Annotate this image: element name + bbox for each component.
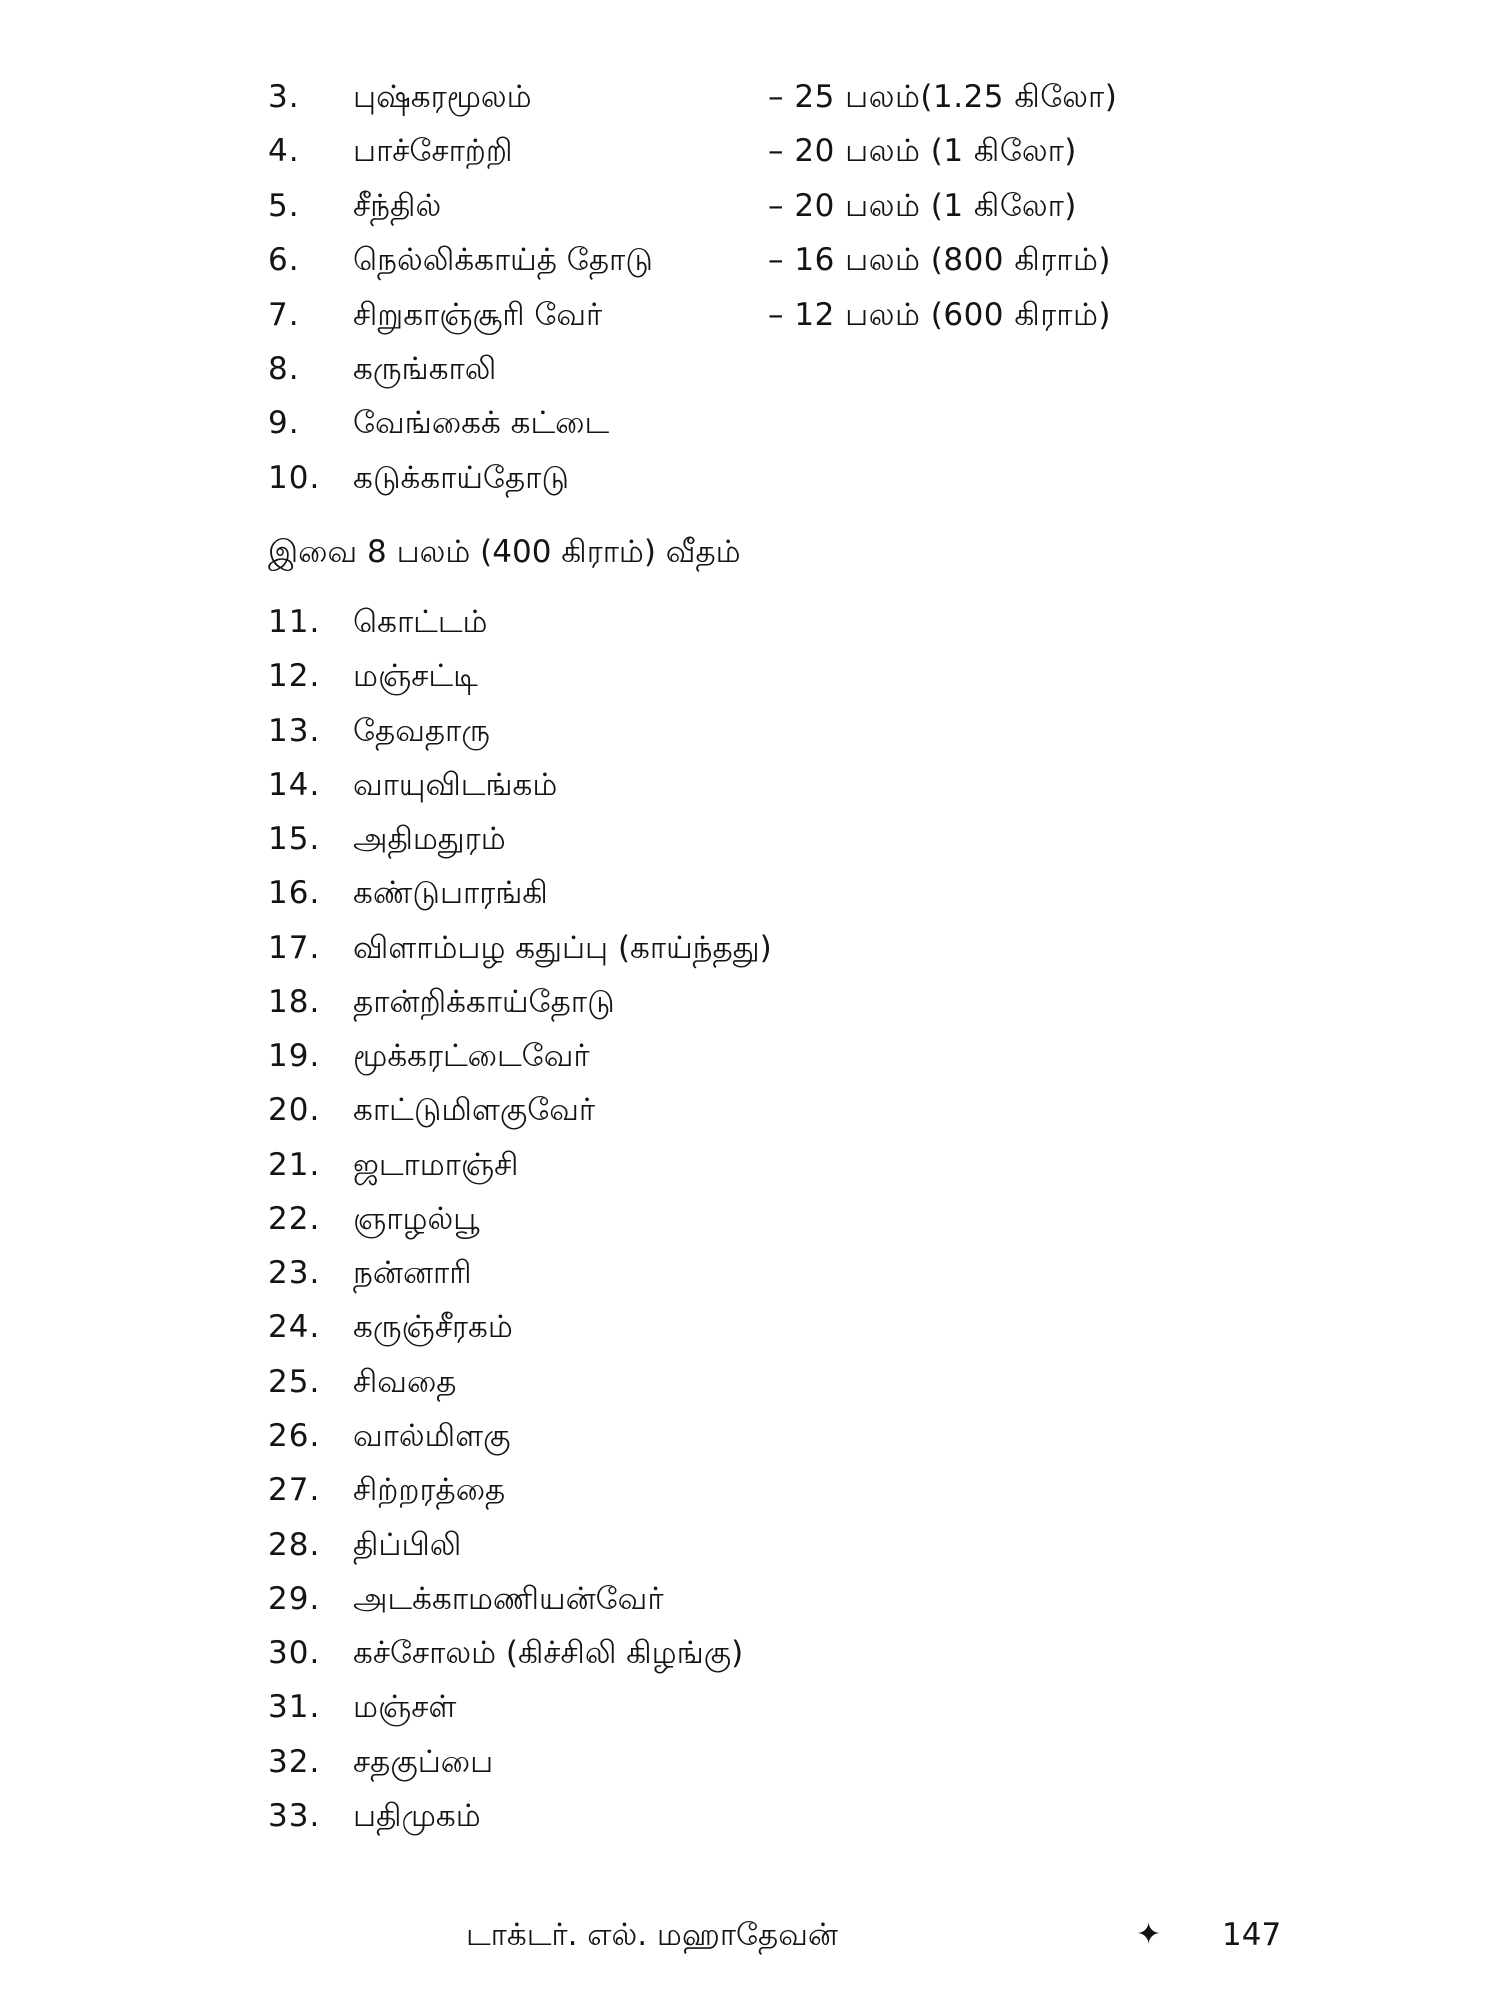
item-name: சதகுப்பை	[353, 1743, 494, 1780]
item-name: தேவதாரு	[353, 712, 490, 749]
item-number: 16.	[268, 875, 321, 912]
item-number: 29.	[268, 1580, 321, 1617]
item-name: கண்டுபாரங்கி	[353, 875, 548, 912]
item-number: 12.	[268, 658, 321, 695]
item-number: 4.	[268, 133, 300, 170]
item-name: சிற்றரத்தை	[353, 1472, 506, 1509]
item-name: கச்சோலம் (கிச்சிலி கிழங்கு)	[353, 1635, 744, 1672]
item-number: 3.	[268, 79, 300, 115]
item-name: ஜடாமாஞ்சி	[353, 1146, 519, 1183]
item-number: 26.	[268, 1417, 321, 1454]
item-number: 27.	[268, 1472, 321, 1509]
item-number: 23.	[268, 1255, 321, 1292]
item-quantity: – 12 பலம் (600 கிராம்)	[768, 296, 1112, 333]
item-number: 25.	[268, 1363, 321, 1400]
item-name: தான்றிக்காய்தோடு	[353, 983, 615, 1020]
item-name: அடக்காமணியன்வேர்	[353, 1580, 664, 1617]
item-name: மஞ்சள்	[353, 1689, 457, 1726]
item-number: 10.	[268, 459, 321, 496]
quantity-note: இவை 8 பலம் (400 கிராம்) வீதம்	[268, 534, 741, 570]
item-name: சிறுகாஞ்சூரி வேர்	[353, 296, 603, 333]
item-name: வால்மிளகு	[353, 1417, 511, 1454]
item-name: காட்டுமிளகுவேர்	[353, 1092, 596, 1129]
item-number: 22.	[268, 1200, 321, 1237]
item-number: 19.	[268, 1038, 321, 1075]
item-name: சீந்தில்	[353, 187, 442, 224]
item-number: 33.	[268, 1797, 321, 1834]
item-name: நெல்லிக்காய்த் தோடு	[353, 242, 653, 279]
item-number: 28.	[268, 1526, 321, 1563]
item-name: விளாம்பழ கதுப்பு (காய்ந்தது)	[353, 929, 772, 966]
item-name: சிவதை	[353, 1363, 457, 1400]
item-name: கருங்காலி	[353, 350, 497, 387]
item-number: 9.	[268, 405, 300, 442]
item-quantity: – 16 பலம் (800 கிராம்)	[768, 242, 1112, 279]
item-name: ஞாழல்பூ	[353, 1200, 480, 1237]
item-name: நன்னாரி	[353, 1255, 472, 1292]
item-quantity: – 20 பலம் (1 கிலோ)	[768, 133, 1077, 170]
item-name: திப்பிலி	[353, 1526, 462, 1563]
item-number: 21.	[268, 1146, 321, 1183]
item-number: 32.	[268, 1743, 321, 1780]
item-name: அதிமதுரம்	[353, 821, 506, 858]
item-name: வேங்கைக் கட்டை	[353, 405, 610, 442]
item-number: 20.	[268, 1092, 321, 1129]
item-number: 31.	[268, 1689, 321, 1726]
footer-separator-icon: ✦	[1136, 1917, 1162, 1952]
item-name: வாயுவிடங்கம்	[353, 766, 558, 803]
item-number: 8.	[268, 350, 300, 387]
item-number: 24.	[268, 1309, 321, 1346]
item-number: 17.	[268, 929, 321, 966]
item-number: 13.	[268, 712, 321, 749]
item-name: புஷ்கரமூலம்	[353, 79, 532, 115]
item-number: 15.	[268, 821, 321, 858]
item-number: 5.	[268, 187, 300, 224]
footer-author: டாக்டர். எல். மஹாதேவன்	[466, 1917, 838, 1953]
item-name: மஞ்சட்டி	[353, 658, 478, 695]
item-number: 30.	[268, 1635, 321, 1672]
item-quantity: – 20 பலம் (1 கிலோ)	[768, 187, 1077, 224]
item-number: 14.	[268, 766, 321, 803]
item-number: 6.	[268, 242, 300, 279]
item-number: 18.	[268, 983, 321, 1020]
page-number: 147	[1222, 1917, 1282, 1953]
item-name: பாச்சோற்றி	[353, 133, 513, 170]
item-name: கடுக்காய்தோடு	[353, 459, 570, 496]
item-name: கொட்டம்	[353, 604, 488, 640]
item-name: மூக்கரட்டைவேர்	[353, 1038, 590, 1075]
item-number: 11.	[268, 604, 321, 640]
item-name: பதிமுகம்	[353, 1797, 481, 1834]
item-quantity: – 25 பலம்(1.25 கிலோ)	[768, 79, 1118, 115]
item-number: 7.	[268, 296, 300, 333]
item-name: கருஞ்சீரகம்	[353, 1309, 513, 1346]
